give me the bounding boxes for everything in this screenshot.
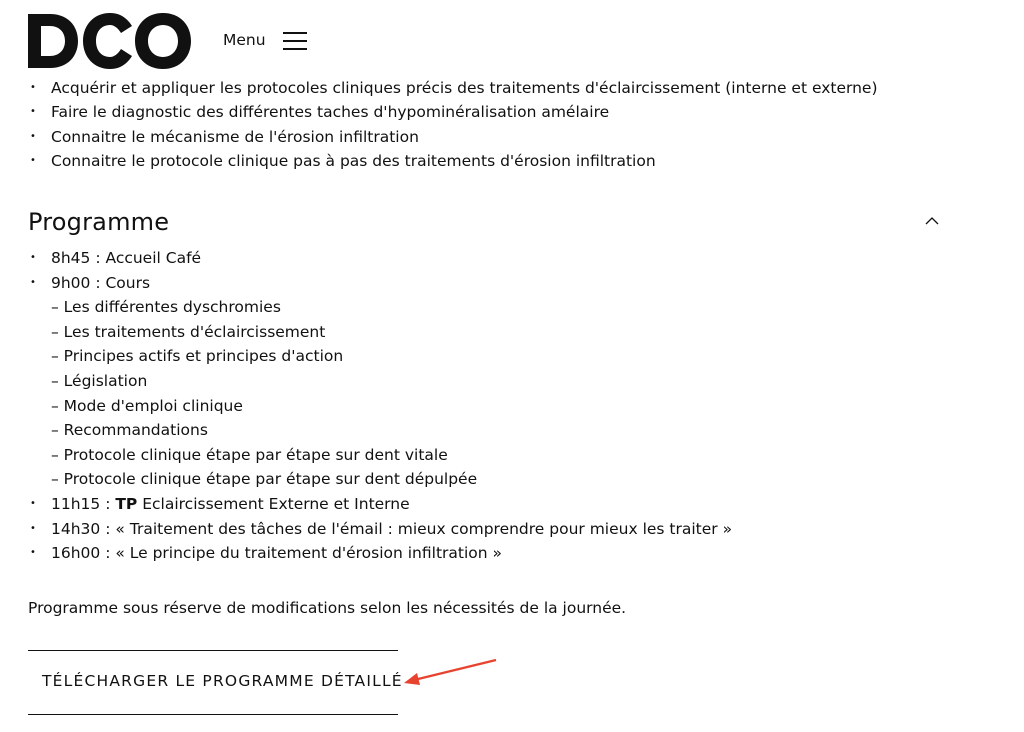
hamburger-menu-icon[interactable]	[283, 30, 307, 52]
list-item: • Connaitre le protocole clinique pas à pas des traitements d'érosion infiltration	[28, 149, 988, 174]
sub-item: – Législation	[51, 371, 148, 390]
download-programme-button[interactable]: TÉLÉCHARGER LE PROGRAMME DÉTAILLÉ	[42, 672, 403, 690]
objectives-list	[28, 76, 988, 174]
programme-list	[28, 246, 988, 295]
programme-title: Programme	[28, 208, 170, 236]
list-item: • 16h00 : « Le principe du traitement d'érosion infiltration »	[28, 541, 988, 566]
sub-item: – Mode d'emploi clinique	[51, 396, 243, 415]
tp-prefix: 11h15 :	[51, 494, 116, 513]
programme-accordion-header[interactable]	[28, 205, 940, 239]
sub-item: – Les différentes dyschromies	[51, 298, 281, 317]
programme-section	[28, 246, 988, 566]
list-item: • Connaitre le mécanisme de l'érosion infiltration	[28, 125, 988, 150]
chevron-up-icon[interactable]	[924, 213, 940, 229]
sub-item: – Les traitements d'éclaircissement	[51, 322, 326, 341]
tp-bold: TP	[115, 494, 138, 513]
programme-note: Programme sous réserve de modifications selon les nécessités de la journée.	[28, 599, 627, 617]
dco-logo[interactable]	[28, 12, 192, 74]
annotation-arrow-icon	[402, 656, 502, 688]
sub-item: – Protocole clinique étape par étape sur dent dépulpée	[51, 470, 478, 489]
menu-label[interactable]: Menu	[223, 31, 266, 49]
list-item: • Acquérir et appliquer les protocoles cliniques précis des traitements d'éclaircissement (interne et externe)	[28, 76, 988, 100]
objectives-section	[28, 76, 988, 174]
sub-item: – Recommandations	[51, 421, 208, 440]
list-item: • Faire le diagnostic des différentes taches d'hypominéralisation amélaire	[28, 100, 988, 125]
list-item: • 9h00 : Cours	[28, 271, 988, 296]
list-item: • 8h45 : Accueil Café	[28, 246, 988, 271]
list-item-tp	[28, 492, 988, 517]
divider	[28, 714, 398, 715]
tp-rest: Eclaircissement Externe et Interne	[137, 494, 410, 513]
sub-item: – Protocole clinique étape par étape sur dent vitale	[51, 445, 448, 464]
sub-item: – Principes actifs et principes d'action	[51, 347, 344, 366]
programme-list-continued	[28, 492, 988, 566]
divider	[28, 650, 398, 651]
list-item: • 14h30 : « Traitement des tâches de l'émail : mieux comprendre pour mieux les traiter »	[28, 517, 988, 542]
